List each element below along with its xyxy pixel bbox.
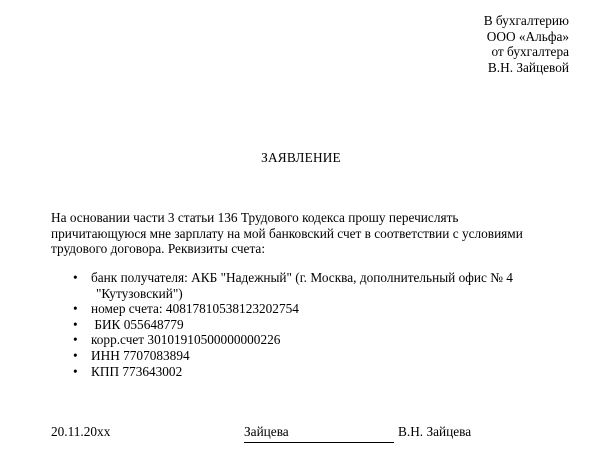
- signature-line: Зайцева: [244, 424, 394, 443]
- document-date: 20.11.20хх: [51, 424, 111, 439]
- requisite-bank: банк получателя: АКБ "Надежный" (г. Москва, дополнительный офис № 4: [91, 270, 513, 285]
- requisite-kpp: КПП 773643002: [91, 363, 183, 379]
- list-item-inn: [51, 348, 551, 364]
- list-item-bank: [51, 270, 551, 301]
- requisite-corr-account: корр.счет 30101910500000000226: [91, 332, 281, 348]
- list-item-account: [51, 301, 551, 317]
- signer-name: В.Н. Зайцева: [398, 424, 472, 439]
- requisite-inn: ИНН 7707083894: [91, 347, 190, 363]
- requisite-bank-continuation: "Кутузовский"): [96, 285, 183, 301]
- body-line-3: трудового договора. Реквизиты счета:: [51, 241, 266, 257]
- body-paragraph: [51, 210, 531, 257]
- requisite-account: номер счета: 40817810538123202754: [91, 301, 299, 317]
- addressee-line-author: В.Н. Зайцевой: [487, 59, 569, 75]
- document-title: ЗАЯВЛЕНИЕ: [261, 150, 341, 165]
- body-line-1: На основании части 3 статьи 136 Трудового кодекса прошу перечислять: [51, 210, 459, 225]
- requisite-bik: БИК 055648779: [91, 316, 184, 332]
- bullet-icon: •: [73, 316, 78, 332]
- bullet-icon: •: [73, 363, 78, 379]
- addressee-line-department: В бухгалтерию: [483, 13, 569, 28]
- addressee-line-company: ООО «Альфа»: [486, 28, 569, 44]
- list-item-kpp: [51, 364, 551, 380]
- bullet-icon: •: [73, 270, 78, 285]
- body-line-2: причитающуюся мне зарплату на мой банковский счет в соответствии с условиями: [51, 225, 523, 241]
- bullet-icon: •: [73, 347, 78, 363]
- bullet-icon: •: [73, 301, 78, 317]
- requisites-list: [51, 270, 551, 379]
- list-item-corr: [51, 332, 551, 348]
- addressee-block: [484, 13, 569, 75]
- bullet-icon: •: [73, 332, 78, 348]
- list-item-bik: [51, 317, 551, 333]
- addressee-line-from: от бухгалтера: [491, 44, 569, 59]
